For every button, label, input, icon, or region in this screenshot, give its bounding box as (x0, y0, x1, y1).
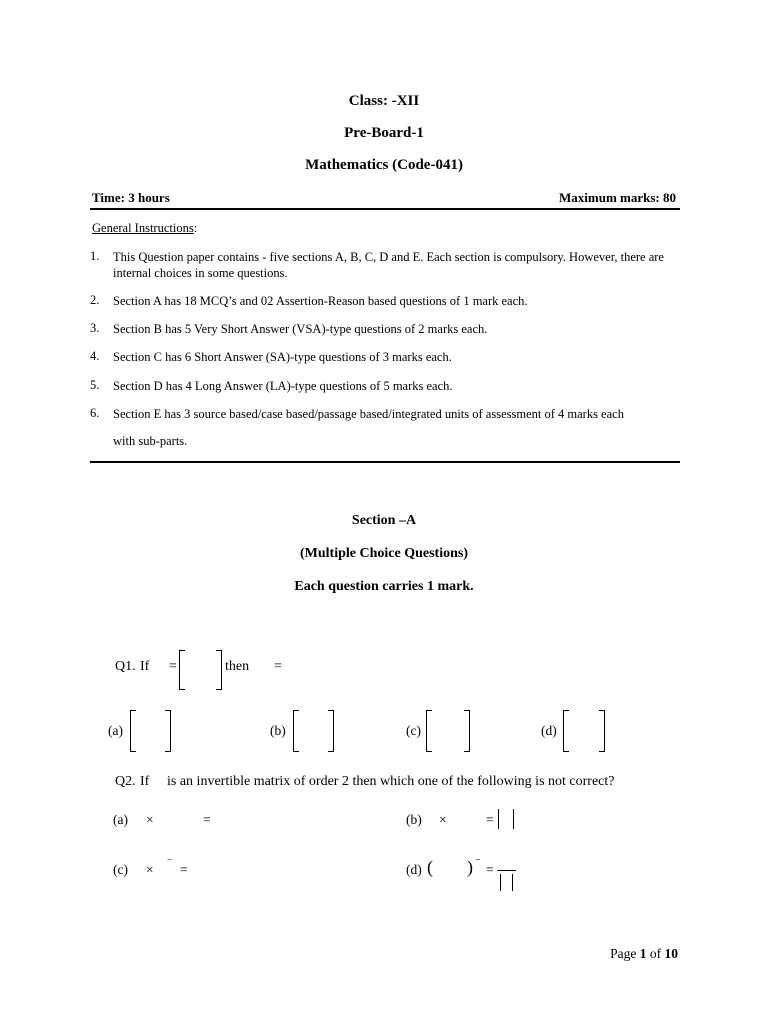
q2-option-d[interactable]: (d) (406, 862, 422, 877)
instructions-heading-text: General Instructions (92, 221, 194, 235)
q1-if: If (140, 659, 150, 674)
instruction-text: Section B has 5 Very Short Answer (VSA)-type questions of 2 marks each. (113, 322, 488, 336)
q1-then: then (225, 659, 250, 674)
q2-c-equals: = (180, 862, 188, 877)
q2-option-c[interactable]: (c) (113, 862, 128, 877)
q2-c-times: × (146, 862, 154, 877)
exam-name: Pre-Board-1 (344, 125, 424, 141)
matrix-left-bracket (293, 710, 299, 752)
matrix-right-bracket (599, 710, 605, 752)
q1-option-c[interactable]: (c) (406, 723, 421, 738)
q2-option-a[interactable]: (a) (113, 812, 128, 827)
instructions-rule (90, 461, 680, 463)
instruction-number: 6. (90, 406, 100, 420)
determinant-bar-left (500, 874, 501, 891)
determinant-bar-right (512, 874, 513, 891)
instruction-text: Section A has 18 MCQ’s and 02 Assertion-Reason based questions of 1 mark each. (113, 294, 528, 308)
q1-option-a[interactable]: (a) (108, 723, 123, 738)
q2-c-superscript-minus: − (167, 855, 173, 866)
instruction-number: 3. (90, 321, 100, 335)
instruction-text-continued: with sub-parts. (113, 434, 188, 448)
page-current: 1 (639, 946, 647, 961)
q2-b-times: × (439, 812, 447, 827)
determinant-bar-left (498, 809, 499, 829)
q2-d-close-paren: ) (467, 857, 473, 877)
matrix-right-bracket (328, 710, 334, 752)
instructions-heading (92, 221, 197, 236)
matrix-left-bracket (130, 710, 136, 752)
instruction-number: 1. (90, 249, 100, 263)
matrix-left-bracket (426, 710, 432, 752)
section-subtitle: (Multiple Choice Questions) (300, 546, 468, 561)
page-total: 10 (664, 946, 678, 961)
determinant-bar-right (513, 809, 514, 829)
q2-text: is an invertible matrix of order 2 then which one of the following is not correct? (167, 774, 615, 789)
q1-equals-2: = (274, 659, 282, 674)
page-number (610, 946, 678, 962)
instruction-text: Section E has 3 source based/case based/passage based/integrated units of assessment of 4 marks each (113, 407, 624, 421)
q1-equals: = (169, 659, 177, 674)
max-marks-label: Maximum marks: 80 (559, 190, 676, 205)
q2-label: Q2. (115, 774, 136, 789)
time-label: Time: 3 hours (92, 190, 170, 205)
q2-if: If (140, 774, 150, 789)
instruction-number: 4. (90, 349, 100, 363)
q2-b-equals: = (486, 812, 494, 827)
matrix-right-bracket (464, 710, 470, 752)
instruction-text: Section D has 4 Long Answer (LA)-type questions of 5 marks each. (113, 379, 453, 393)
class-line: Class: -XII (348, 93, 420, 109)
q1-option-d[interactable]: (d) (541, 723, 557, 738)
matrix-right-bracket (216, 650, 222, 690)
q2-d-open-paren: ( (427, 857, 433, 877)
q2-d-superscript-minus: − (475, 855, 481, 866)
q2-d-equals: = (486, 862, 494, 877)
section-title: Section –A (351, 513, 417, 528)
instruction-number: 5. (90, 378, 100, 392)
fraction-line (497, 870, 516, 871)
instruction-text: This Question paper contains - five sections A, B, C, D and E. Each section is compulsory. However, there are internal choices in some questions. (113, 250, 664, 280)
matrix-right-bracket (165, 710, 171, 752)
instruction-text: Section C has 6 Short Answer (SA)-type questions of 3 marks each. (113, 350, 452, 364)
subject-title: Mathematics (Code-041) (305, 157, 463, 173)
instructions-heading-colon: : (193, 221, 198, 235)
section-marks-note: Each question carries 1 mark. (294, 579, 474, 594)
page-prefix: Page (610, 946, 640, 961)
q1-label: Q1. (115, 659, 136, 674)
q2-a-times: × (146, 812, 154, 827)
matrix-left-bracket (179, 650, 185, 690)
page-of: of (646, 946, 665, 961)
header-rule (90, 208, 680, 210)
matrix-left-bracket (563, 710, 569, 752)
q1-option-b[interactable]: (b) (270, 723, 286, 738)
instruction-number: 2. (90, 293, 100, 307)
q2-a-equals: = (203, 812, 211, 827)
q2-option-b[interactable]: (b) (406, 812, 422, 827)
